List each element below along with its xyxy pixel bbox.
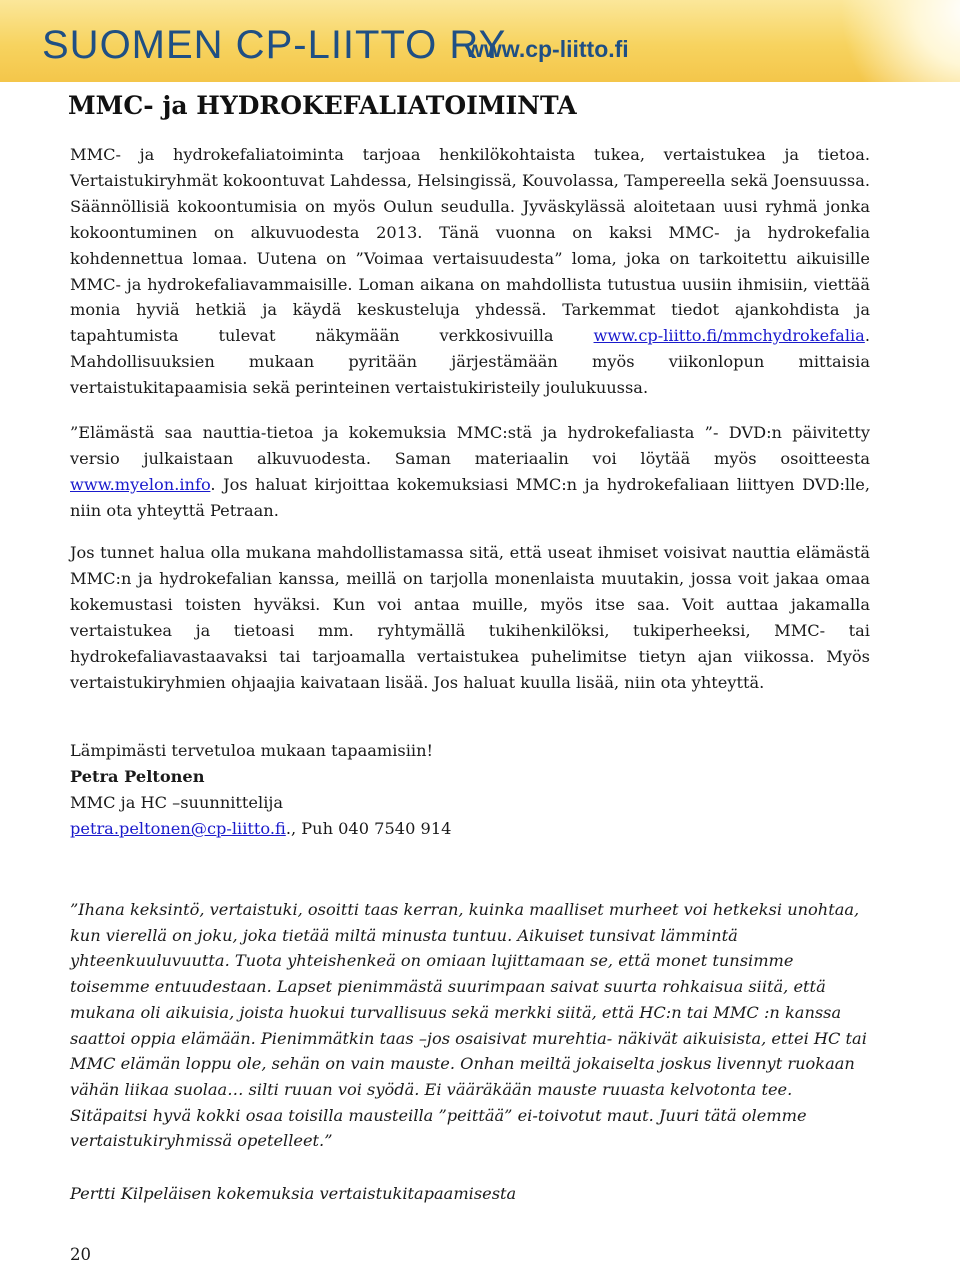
email-link[interactable]: petra.peltonen@cp-liitto.fi	[70, 819, 286, 838]
paragraph-dvd-text-end: . Jos haluat kirjoittaa kokemuksiasi MMC:n ja hydrokefaliaan liittyen DVD:lle, niin ota yhteyttä Petraan.	[70, 474, 870, 520]
testimonial-quote: ”Ihana keksintö, vertaistuki, osoitti taas kerran, kuinka maalliset murheet voi hetkeksi unohtaa, kun vierellä on joku, joka tietää miltä minusta tuntuu. Aikuiset tunsivat lämmintä yhteenkuuluvuutta. Tuota yhteishenkeä on omiaan lujittamaan se, että monet tunsimme toisemme entuudestaan. Lapset pienimmästä suurimpaan saivat suurta rohkaisua siitä, että mukana oli aikuisia, joista huokui turvallisuus sekä merkki siitä, että HC:n tai MMC :n kanssa saattoi oppia elämään. Pienimmätkin taas –jos osaisivat murehtia- näkivät aikuisista, ettei HC tai MMC elämän loppu ole, sehän on vain mauste. Onhan meiltä jokaiselta joskus livennyt ruokaan vähän liikaa suolaa… silti ruuan voi syödä. Ei vääräkään mauste ruuasta kelvotonta tee. Sitäpaitsi hyvä kokki osaa toisilla mausteilla ”peittää” ei-toivotut maut. Juuri tätä olemme vertaistukiryhmissä opetelleet.”	[70, 900, 867, 1151]
paragraph-volunteer: Jos tunnet halua olla mukana mahdollistamassa sitä, että useat ihmiset voisivat nauttia elämästä MMC:n ja hydrokefalian kanssa, meillä on tarjolla monenlaista muutakin, jossa voit jakaa omaa kokemustasi toisten hyväksi. Kun voi antaa muille, myös itse saa. Voit auttaa jakamalla vertaistukea ja tietoasi mm. ryhtymällä tukihenkilöksi, tukiperheeksi, MMC- tai hydrokefaliavastaavaksi tai tarjoamalla vertaistukea puhelimitse tietyn ajan viikossa. Myös vertaistukiryhmien ohjaajia kaivataan lisää. Jos haluat kuulla lisää, niin ota yhteyttä.	[70, 543, 870, 692]
page-title: MMC- ja HYDROKEFALIATOIMINTA	[68, 91, 577, 120]
page-number: 20	[70, 1245, 91, 1264]
sun-graphic	[840, 0, 960, 82]
paragraph-dvd-text: ”Elämästä saa nauttia-tietoa ja kokemuksia MMC:stä ja hydrokefaliasta ”- DVD:n päivitetty versio julkaistaan alkuvuodesta. Saman materiaalin voi löytää myös osoitteesta	[70, 423, 870, 468]
header-website: www.cp-liitto.fi	[466, 36, 629, 62]
paragraph-intro-text-end: . Mahdollisuuksien mukaan pyritään järjestämään myös viikonlopun mittaisia vertaistukitapaamisia sekä perinteinen vertaistukiristeily joulukuussa.	[70, 326, 870, 398]
contact-name: Petra Peltonen	[70, 767, 205, 786]
paragraph-intro-text: MMC- ja hydrokefaliatoiminta tarjoaa henkilökohtaista tukea, vertaistukea ja tietoa. Vertaistukiryhmät kokoontuvat Lahdessa, Helsingissä, Kouvolassa, Tampereella sekä Joensuussa. Säännöllisiä kokoontumisia on myös Oulun seudulla. Jyväskylässä aloitetaan uusi ryhmä jonka kokoontuminen on alkuvuodesta 2013. Tänä vuonna on kaksi MMC- ja hydrokefalia kohdennettua lomaa. Uutena on ”Voimaa vertaisuudesta” loma, joka on tarkoitettu aikuisille MMC- ja hydrokefaliavammaisille. Loman aikana on mahdollista tutustua uusiin ihmisiin, viettää monia hyviä hetkiä ja käydä keskusteluja yhdessä. Tarkemmat tiedot ajankohdista ja tapahtumista tulevat näkymään verkkosivuilla	[70, 145, 870, 346]
contact-role: MMC ja HC –suunnittelija	[70, 793, 284, 812]
header-banner	[0, 0, 960, 82]
quote-source: Pertti Kilpeläisen kokemuksia vertaistukitapaamisesta	[70, 1184, 517, 1203]
paragraph-dvd	[70, 420, 870, 524]
myelon-link[interactable]: www.myelon.info	[70, 474, 211, 494]
phone-text: ., Puh 040 7540 914	[285, 819, 452, 838]
contact-details	[70, 819, 451, 838]
organization-name: SUOMEN CP-LIITTO RY	[42, 23, 507, 67]
mmc-hydrokefalia-link[interactable]: www.cp-liitto.fi/mmchydrokefalia	[593, 326, 865, 346]
greeting: Lämpimästi tervetuloa mukaan tapaamisiin!	[70, 741, 434, 760]
paragraph-intro	[70, 142, 870, 401]
